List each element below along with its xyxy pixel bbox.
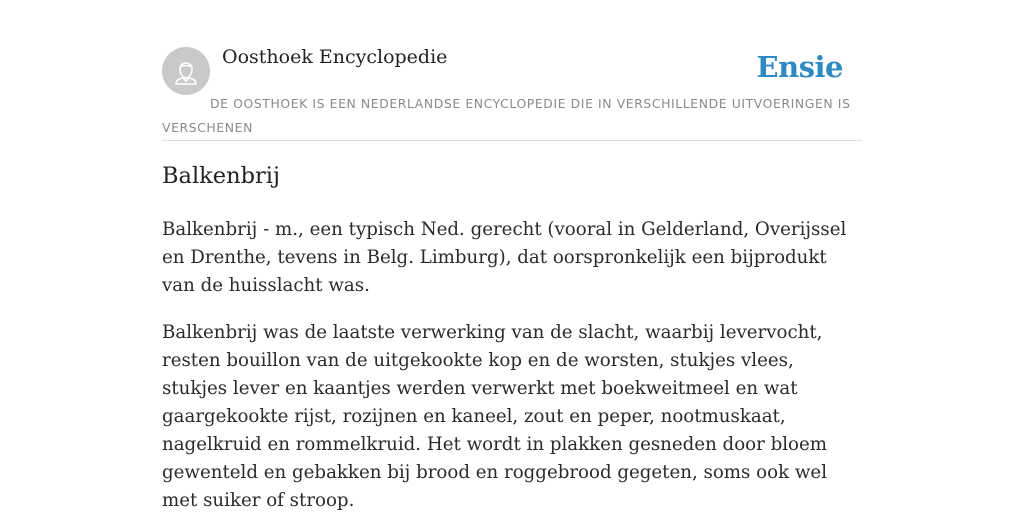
article-paragraph: Balkenbrij was de laatste verwerking van de slacht, waarbij levervocht, resten bouillon van de uitgekookte kop en de worsten, stukjes vlees, stukjes lever en kaantjes werden verwerkt met boekweitmeel en wat gaargekookte rijst, rozijnen en kaneel, zout en peper, nootmuskaat, nagelkruid en rommelkruid. Het wordt in plakken gesneden door bloem gewenteld en gebakken bij brood en roggebrood gegeten, soms ook wel met suiker of stroop.: [162, 322, 828, 511]
article-title: Balkenbrij: [162, 163, 280, 189]
header: [162, 44, 862, 141]
article-paragraph: Balkenbrij - m., een typisch Ned. gerecht (vooral in Gelderland, Overijssel en Drenthe, tevens in Belg. Limburg), dat oorspronkelijk een bijprodukt van de huisslacht was.: [162, 219, 847, 296]
site-name[interactable]: Oosthoek Encyclopedie: [222, 46, 448, 68]
brand-logo[interactable]: Ensie: [756, 50, 843, 84]
user-icon[interactable]: [162, 47, 210, 95]
article-body: [162, 216, 862, 512]
site-tagline: DE OOSTHOEK IS EEN NEDERLANDSE ENCYCLOPEDIE DIE IN VERSCHILLENDE UITVOERINGEN IS VERSCHENEN: [162, 96, 851, 135]
